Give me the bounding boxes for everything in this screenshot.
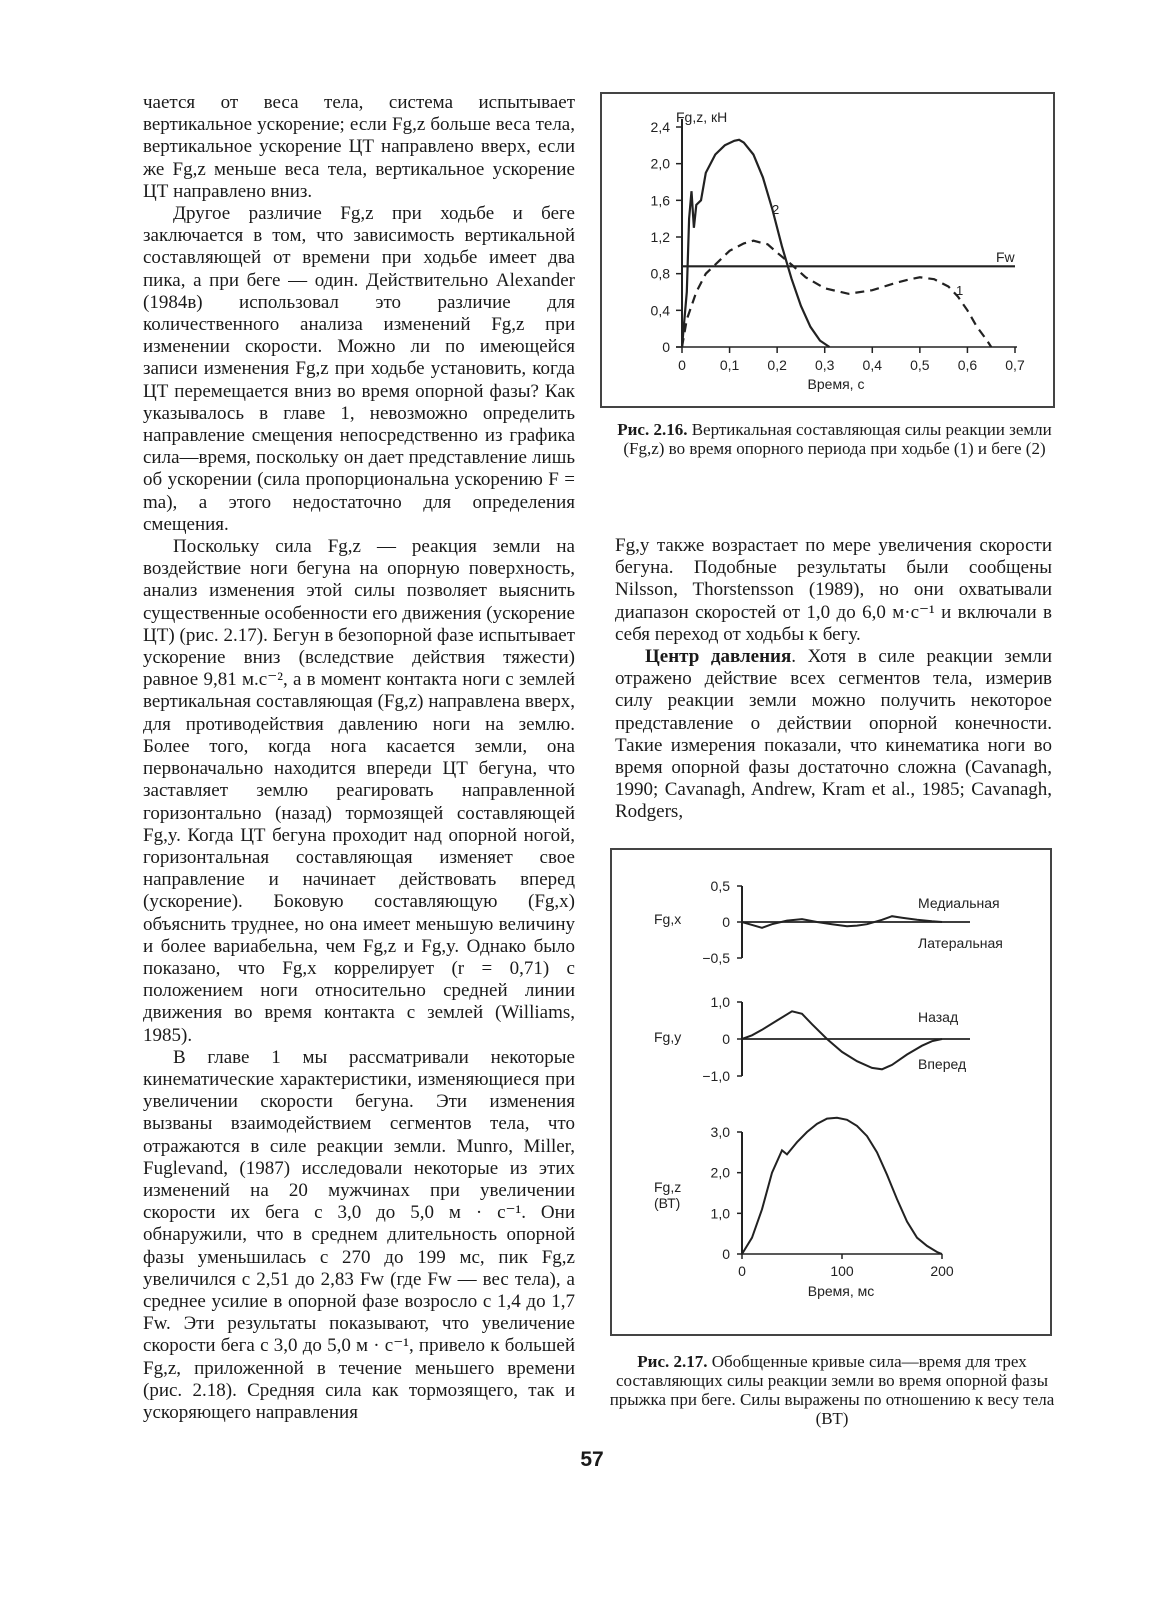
y-axis-title: Fg,z, кН: [676, 109, 728, 125]
x-axis-title: Время, мс: [807, 1283, 875, 1299]
fgx-y-tick-label: −0,5: [702, 950, 730, 966]
label-back: Назад: [918, 1009, 959, 1025]
fgy-y-tick-label: −1,0: [702, 1068, 730, 1084]
paragraph: чается от веса тела, система испытывает вертикальное ускорение; если Fg,z больше веса тела, вертикальное ускорение ЦТ направлено вверх, если же Fg,z меньше веса тела, вертикальное ускорение ЦТ направлено вниз.: [143, 92, 575, 202]
y-tick-label: 2,0: [650, 155, 670, 172]
paragraph: В главе 1 мы рассматривали некоторые кинематические характеристики, изменяющиеся при увеличении скорости бегуна. Эти изменения вызваны взаимодействием сегментов тела, что отражаются в силе реакции земли. Munro, Miller, Fuglevand, (1987) исследовали некоторые из этих изменений на 20 мужчинах при увеличении скорости их бега с 3,0 до 5,0 м · с⁻¹. Они обнаружили, что в среднем длительность опорной фазы уменьшилась с 270 до 199 мс, пик Fg,z увеличился с 2,51 до 2,83 Fw (где Fw — вес тела), а среднее усилие в опорной фазе возросло с 1,4 до 1,7 Fw. Эти результаты показывают, что увеличение скорости бега с 3,0 до 5,0 м · с⁻¹, привело к большей Fg,z, приложенной в течение меньшего времени (рис. 2.18). Средняя сила как тормозящего, так и ускоряющего направления: [143, 1046, 575, 1423]
label-forward: Вперед: [918, 1056, 967, 1072]
label-lateral: Латеральная: [918, 935, 1003, 951]
panel-x-label: Fg,x: [654, 911, 682, 927]
x-tick-label: 0,7: [1005, 357, 1025, 373]
x-tick-label: 0: [678, 357, 686, 373]
caption-label: Рис. 2.17.: [637, 1352, 708, 1371]
caption-text: Вертикальная составляющая силы реакции земли (Fg,z) во время опорного периода при ходьбе (1) и беге (2): [623, 420, 1052, 458]
panel-z-unit: (ВТ): [654, 1195, 681, 1211]
figure-2-16: [600, 92, 1055, 408]
x-tick-label: 0,5: [910, 357, 930, 373]
label-medial: Медиальная: [918, 895, 1000, 911]
caption-text: Обобщенные кривые сила—время для трех составляющих силы реакции земли во время опорной фазы прыжка при беге. Силы выражены по отношению к весу тела (ВТ): [609, 1352, 1055, 1428]
figure-2-17: [610, 848, 1052, 1336]
x-tick-label: 0: [738, 1263, 746, 1279]
fgz-y-tick-label: 0: [722, 1246, 730, 1262]
figure-2-17-chart: [612, 850, 1050, 1334]
caption-label: Рис. 2.16.: [617, 420, 688, 439]
x-tick-label: 0,1: [719, 357, 740, 373]
label-series-1: 1: [956, 283, 964, 298]
fgy-y-tick-label: 0: [722, 1031, 730, 1047]
section-heading: Центр давления: [645, 646, 792, 668]
series-line-1: [682, 241, 991, 347]
paragraph: [615, 646, 1052, 824]
x-tick-label: 0,6: [957, 357, 978, 373]
y-tick-label: 1,6: [650, 192, 670, 209]
fgx-y-tick-label: 0,5: [710, 878, 730, 894]
y-tick-label: 1,2: [650, 229, 670, 245]
fgy-y-tick-label: 1,0: [710, 994, 730, 1010]
x-tick-label: 200: [930, 1263, 954, 1279]
panel-z-label: Fg,z: [654, 1179, 682, 1195]
figure-2-17-caption: [606, 1352, 1058, 1428]
fgz-y-tick-label: 1,0: [710, 1205, 730, 1222]
x-tick-label: 0,4: [862, 357, 883, 373]
y-tick-label: 2,4: [650, 119, 670, 135]
fgx-y-tick-label: 0: [722, 914, 730, 930]
x-tick-label: 0,3: [814, 357, 835, 373]
label-fw: Fw: [996, 249, 1015, 265]
figure-2-16-caption: [612, 420, 1057, 458]
y-tick-label: 0: [662, 339, 670, 355]
series-line-2: [682, 140, 830, 347]
panel-y-label: Fg,y: [654, 1029, 682, 1045]
y-tick-label: 0,8: [650, 265, 670, 282]
fgz-curve: [742, 1118, 942, 1254]
x-axis-title: Время, с: [807, 376, 865, 392]
paragraph-text: . Хотя в силе реакции земли отражено действие всех сегментов тела, измерив силу реакции земли можно получить некоторое представление о действии опорной конечности. Такие измерения показали, что кинематика ноги во время опорной фазы достаточно сложна (Cavanagh, 1990; Cavanagh, Andrew, Kram et al., 1985; Cavanagh, Rodgers,: [615, 646, 1052, 823]
paragraph: Fg,y также возрастает по мере увеличения скорости бегуна. Подобные результаты были сообщены Nilsson, Thorstensson (1989), но они охватывали диапазон скоростей от 1,0 до 6,0 м·с⁻¹ и включали в себя переход от ходьбы к бегу.: [615, 535, 1052, 645]
left-text-column: [143, 92, 575, 1424]
fgz-y-tick-label: 2,0: [710, 1164, 730, 1181]
label-series-2: 2: [772, 202, 780, 217]
page-number: 57: [580, 1448, 604, 1471]
x-tick-label: 0,2: [767, 357, 787, 373]
figure-2-16-chart: [602, 94, 1053, 406]
fgy-curve: [742, 1011, 942, 1069]
right-text-column: [615, 535, 1052, 824]
y-tick-label: 0,4: [650, 302, 670, 319]
paragraph: Поскольку сила Fg,z — реакция земли на воздействие ноги бегуна на опорную поверхность, анализ изменения этой силы позволяет выяснить существенные особенности его движения (ускорение ЦТ) (рис. 2.17). Бегун в безопорной фазе испытывает ускорение вниз (вследствие действия тяжести) равное 9,81 м.с⁻², а в момент контакта ноги с землей вертикальная составляющая (Fg,z) направлена вверх, для противодействия давлению ноги на землю. Более того, когда нога касается земли, она первоначально находится впереди ЦТ бегуна, что заставляет землю реагировать направленной горизонтально (назад) тормозящей составляющей Fg,y. Когда ЦТ бегуна проходит над опорной ногой, горизонтальная составляющая изменяет свое направление и начинает действовать вперед (ускорение). Боковую составляющую (Fg,x) объяснить труднее, но она имеет меньшую величину и более вариабельна, чем Fg,z и Fg,y. Однако было показано, что Fg,x коррелирует (r = 0,71) с положением ноги относительно средней линии движения во время контакта с землей (Williams, 1985).: [143, 536, 575, 1046]
x-tick-label: 100: [830, 1263, 854, 1279]
fgz-y-tick-label: 3,0: [710, 1124, 730, 1140]
paragraph: Другое различие Fg,z при ходьбе и беге заключается в том, что зависимость вертикальной составляющей от времени при ходьбе имеет два пика, а при беге — один. Действительно Alexander (1984в) использовал это различие для количественного анализа изменений Fg,z при изменении скорости. Можно ли по имеющейся записи изменения Fg,z при ходьбе установить, когда ЦТ перемещается вниз во время опорной фазы? Как указывалось в главе 1, невозможно определить направление смещения непосредственно из графика сила—время, поскольку он дает представление лишь об ускорении (сила пропорциональна ускорению F = ma), а этого недостаточно для определения смещения.: [143, 203, 575, 535]
